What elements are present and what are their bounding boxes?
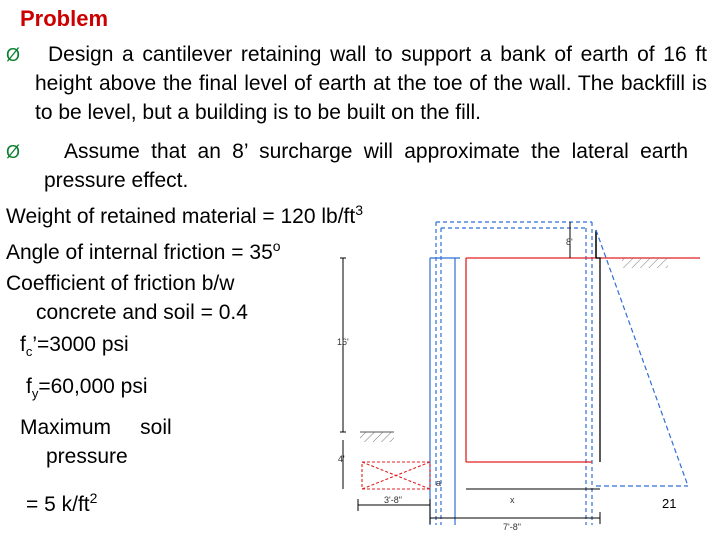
- heel-length-label: 7'-8": [503, 522, 521, 532]
- point-x-label: x: [510, 495, 515, 505]
- backfill-ground-hatch: [622, 258, 668, 268]
- toe-ground-hatch: [360, 432, 394, 442]
- soil-pressure-value: = 5 k/ft: [26, 493, 90, 516]
- pressure-diagram: [596, 230, 688, 486]
- point-a-label: a: [436, 478, 442, 488]
- toe-footing: [362, 462, 430, 489]
- footing-thickness-label: 4': [338, 454, 345, 464]
- bullet-text-2: Assume that an 8’ surcharge will approximate the lateral earth pressure effect.: [44, 140, 688, 192]
- bullet-marker-1: Ø: [6, 45, 21, 65]
- fy-subscript: y: [31, 386, 39, 402]
- soil-pressure-exponent: 2: [89, 490, 98, 506]
- degree-symbol: o: [272, 238, 281, 254]
- friction-coefficient-line-2: concrete and soil = 0.4: [36, 301, 248, 324]
- soil-pressure-line-1: Maximum soil: [20, 416, 172, 439]
- friction-angle-text: Angle of internal friction = 35: [6, 241, 273, 264]
- blue-wall-outline: [430, 258, 460, 525]
- fc-subscript: c: [25, 344, 33, 360]
- dimension-lines: [340, 222, 600, 524]
- fc-symbol: f: [20, 333, 26, 356]
- toe-length-label: 3'-8": [384, 495, 402, 505]
- unit-weight-exponent: 3: [355, 202, 364, 218]
- slide-number: 21: [662, 496, 677, 511]
- wall-section: [596, 230, 600, 462]
- soil-pressure-line-2: pressure: [46, 445, 128, 468]
- bullet-marker-2: Ø: [6, 142, 21, 162]
- bullet-text-1: Design a cantilever retaining wall to support a bank of earth of 16 ft height above the final level of earth at the toe of the wall. The backfill is to be level, but a building is to be built on the fill.: [35, 43, 707, 124]
- friction-coefficient-line-1: Coefficient of friction b/w: [6, 272, 235, 295]
- fc-value: ’=3000 psi: [32, 333, 129, 356]
- surcharge-dimension-label: 8': [566, 237, 573, 247]
- slide-title: Problem: [20, 6, 109, 31]
- red-wall-outline: [466, 258, 700, 462]
- fy-symbol: f: [26, 375, 32, 398]
- unit-weight-text: Weight of retained material = 120 lb/ft: [6, 205, 356, 228]
- blue-dashed-outline: [436, 222, 592, 525]
- wall-height-label: 16': [337, 337, 349, 347]
- fy-value: =60,000 psi: [38, 375, 148, 398]
